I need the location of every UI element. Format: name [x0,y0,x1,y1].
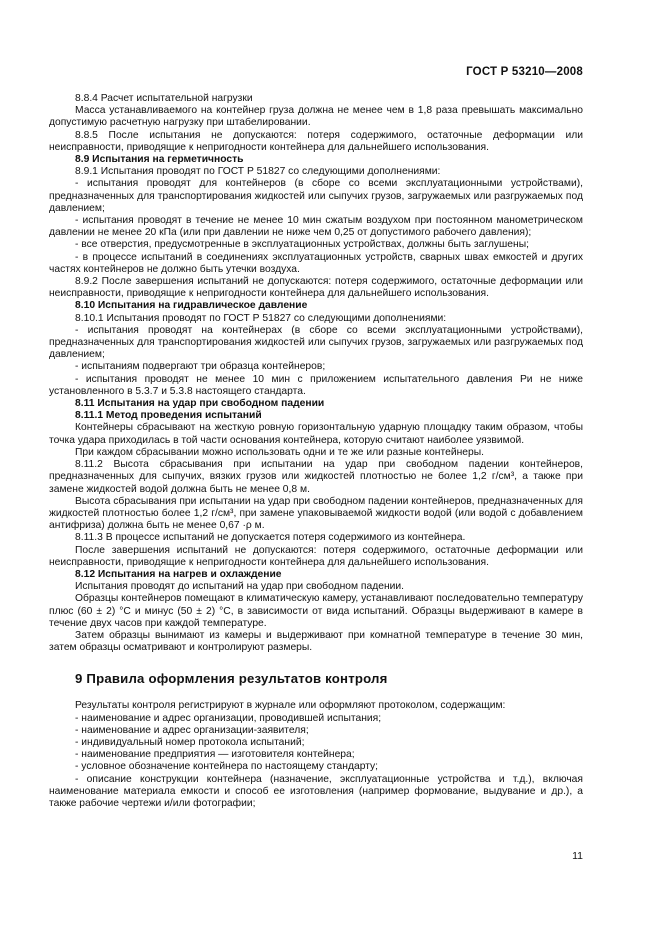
paragraph: Масса устанавливаемого на контейнер груза должна не менее чем в 1,8 раза превышать максимально допустимую расчетную нагрузку при штабелировании. [49,105,583,129]
paragraph: 8.8.5 После испытания не допускаются: потеря содержимого, остаточные деформации или неисправности, приводящие к непригодности контейнера для дальнейшего использования. [49,129,583,153]
paragraph: Испытания проводят до испытаний на удар при свободном падении. [75,581,405,593]
list-item: - наименование и адрес организации-заявителя; [75,724,309,736]
paragraph: - испытания проводят не менее 10 мин с приложением испытательного давления Pи не ниже установленного в 5.3.7 и 5.3.8 настоящего стандарта. [49,373,583,397]
paragraph: Результаты контроля регистрируют в журнале или оформляют протоколом, содержащим: [75,700,506,712]
paragraph: 8.8.4 Расчет испытательной нагрузки [75,93,253,104]
paragraph: - в процессе испытаний в соединениях эксплуатационных устройств, сварных швах емкостей и других частях контейнеров не должно быть утечки воздуха. [49,251,583,275]
paragraph: Высота сбрасывания при испытании на удар при свободном падении контейнеров, предназначенных для жидкостей плотностью более 1,2 г/см³, при замене упаковываемой жидкости водой (или водой с добавлением антифриза) должна быть не менее 0,67 ·ρ м. [49,495,583,532]
list-item: - описание конструкции контейнера (назначение, эксплуатационные устройства и т.д.), включая наименование материала емкости и способ ее изготовления (например формование, выдувание и др.), а также рабочие чертежи и/или фотографии; [49,773,583,809]
paragraph: 8.11.2 Высота сбрасывания при испытании на удар при свободном падении контейнеров, предназначенных для сыпучих, вязких грузов или жидкостей плотностью не более 1,2 г/см³, а также при замене жидкостей водой должна быть не менее 0,8 м. [49,459,583,495]
paragraph: Затем образцы вынимают из камеры и выдерживают при комнатной температуре в течение 30 мин, затем образцы осматривают и контролируют размеры. [49,629,583,654]
paragraph: - испытания проводят на контейнерах (в сборе со всеми эксплуатационными устройствами), предназначенных для транспортирования жидкостей или сыпучих грузов, загружаемых или разгружаемых под давлением; [49,324,583,361]
section-8-text [49,93,583,654]
page-number: 11 [572,850,583,862]
paragraph: - испытания проводят в течение не менее 10 мин сжатым воздухом при постоянном манометрическом давлении не менее 20 кПа (или при давлении не ниже чем 0,25 от допустимого рабочего давления); [49,215,583,239]
list-item: - наименование и адрес организации, проводившей испытания; [75,712,382,724]
paragraph: 8.9.2 После завершения испытаний не допускаются: потеря содержимого, остаточные деформации или неисправности, приводящие к непригодности контейнера для дальнейшего использования. [49,276,583,300]
paragraph: 8.10.1 Испытания проводят по ГОСТ Р 51827 со следующими дополнениями: [75,312,447,324]
section-9-title: 9 Правила оформления результатов контроля [75,671,388,687]
document-body [49,93,583,810]
document-header: ГОСТ Р 53210—2008 [466,66,583,78]
subsection-heading: 8.11.1 Метод проведения испытаний [75,410,262,422]
list-item: - индивидуальный номер протокола испытаний; [75,736,305,748]
list-item: - наименование предприятия — изготовителя контейнера; [75,749,355,761]
paragraph: - все отверстия, предусмотренные в эксплуатационных устройствах, должны быть заглушены; [75,239,529,251]
subsection-heading: 8.9 Испытания на герметичность [75,154,244,166]
paragraph: После завершения испытаний не допускаются: потеря содержимого, остаточные деформации или неисправности, приводящие к непригодности контейнера для дальнейшего использования. [49,544,583,568]
paragraph: Образцы контейнеров помещают в климатическую камеру, устанавливают последовательно температуру плюс (60 ± 2) °С и минус (50 ± 2) °С, в зависимости от вида испытаний. Образцы выдерживают в камере в течение двух часов при каждой температуре. [49,593,583,629]
list-item: - условное обозначение контейнера по настоящему стандарту; [75,761,379,773]
paragraph: При каждом сбрасывании можно использовать одни и те же или разные контейнеры. [75,446,484,458]
subsection-heading: 8.10 Испытания на гидравлическое давление [75,300,308,312]
subsection-heading: 8.11 Испытания на удар при свободном падении [75,398,325,410]
subsection-heading: 8.12 Испытания на нагрев и охлаждение [75,568,282,580]
paragraph: - испытаниям подвергают три образца контейнеров; [75,361,326,373]
paragraph: - испытания проводят для контейнеров (в сборе со всеми эксплуатационными устройствами), предназначенных для транспортирования жидкостей или сыпучих грузов, загружаемых или разгружаемых под давлением; [49,178,583,214]
section-9-text [49,700,583,810]
paragraph: 8.11.3 В процессе испытаний не допускается потеря содержимого из контейнера. [75,532,466,544]
paragraph: 8.9.1 Испытания проводят по ГОСТ Р 51827 со следующими дополнениями: [75,166,441,178]
paragraph: Контейнеры сбрасывают на жесткую ровную горизонтальную ударную площадку таким образом, чтобы точка удара приходилась в той части основания контейнера, которую считают наиболее уязвимой. [49,422,583,446]
